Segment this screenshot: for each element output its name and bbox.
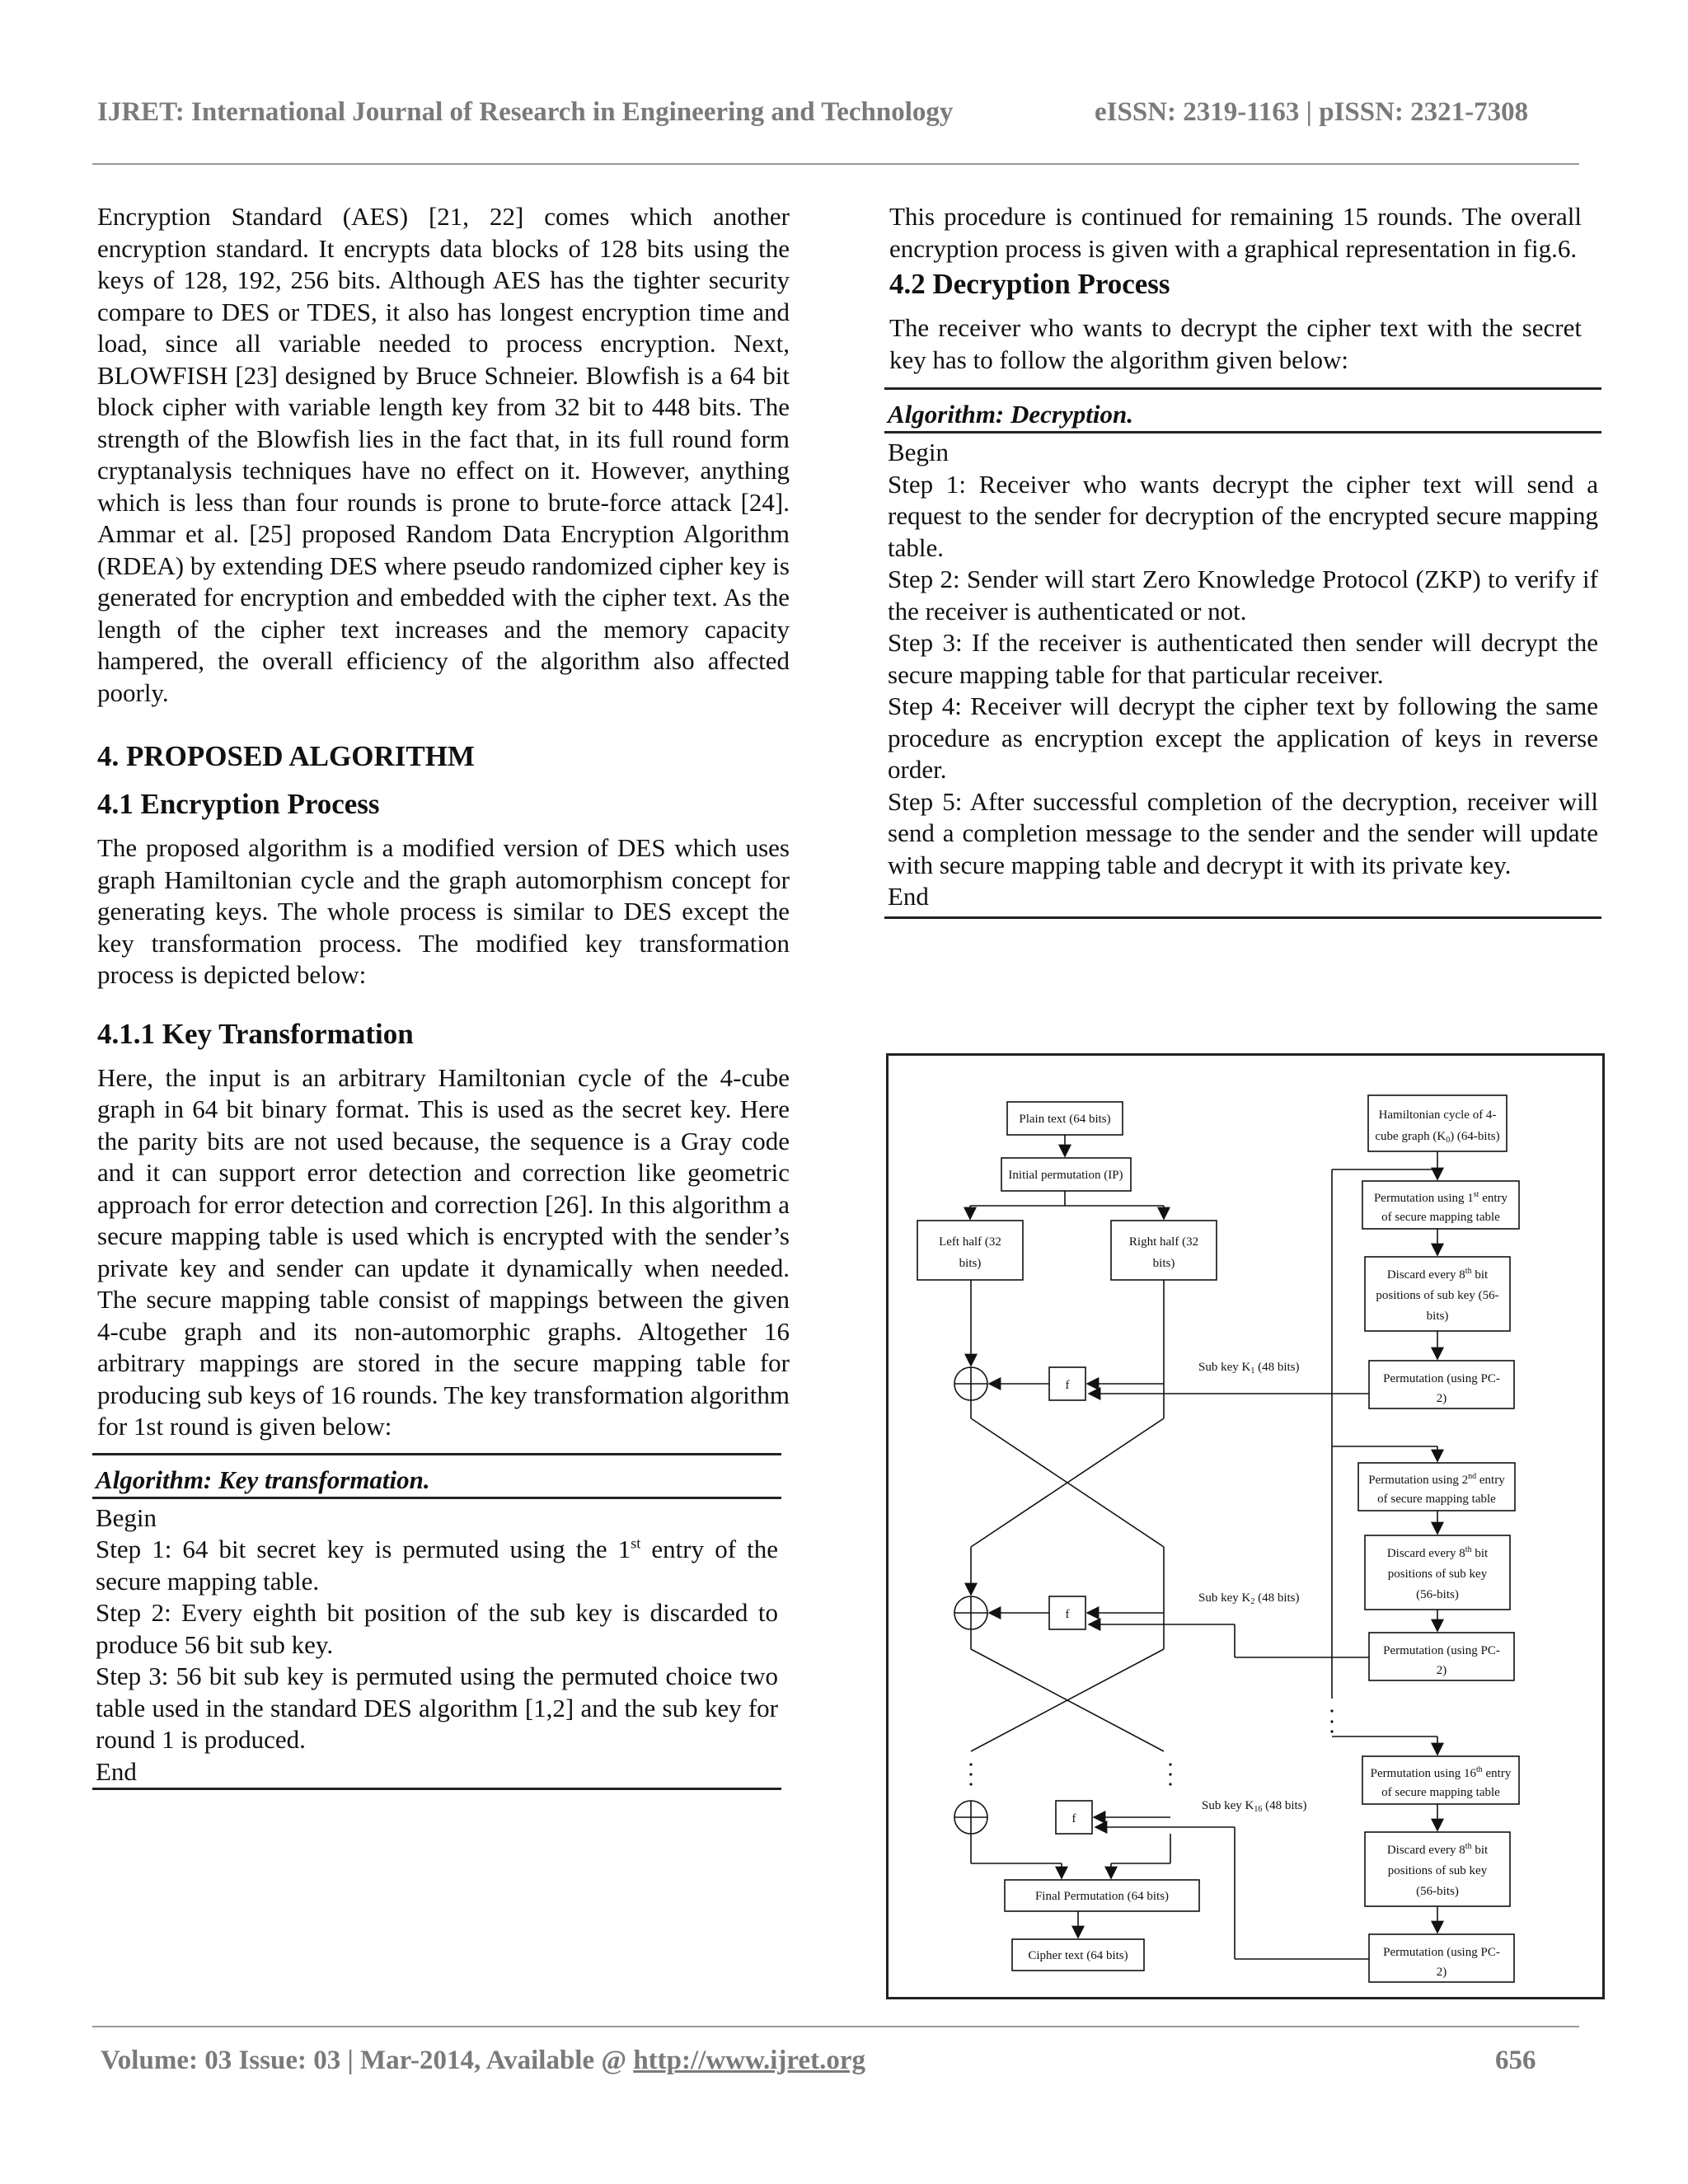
pc2-label-16b: 2) [1436, 1966, 1447, 1979]
algorithm-step-3: Step 3: If the receiver is authenticated then sender will decrypt the secure mapping table for that particular receiver. [888, 628, 1598, 689]
footer-rule [92, 2026, 1579, 2027]
section-411-heading: 4.1.1 Key Transformation [97, 1017, 414, 1050]
section-42-heading: 4.2 Decryption Process [889, 268, 1170, 300]
section-4-heading: 4. PROPOSED ALGORITHM [97, 740, 475, 772]
section-41-heading: 4.1 Encryption Process [97, 788, 380, 820]
f-label-1: f [1065, 1379, 1070, 1392]
pc2-label-2a: Permutation (using PC- [1383, 1644, 1500, 1657]
discard-label-2b: positions of sub key [1387, 1568, 1488, 1581]
section-42-paragraph: The receiver who wants to decrypt the cipher text with the secret key has to follow the algorithm given below: [889, 313, 1582, 374]
journal-title: IJRET: International Journal of Research in Engineering and Technology [97, 97, 954, 127]
hamiltonian-label-1: Hamiltonian cycle of 4- [1378, 1108, 1497, 1122]
cipher-text-label: Cipher text (64 bits) [1028, 1949, 1128, 1962]
decryption-algorithm [884, 387, 1601, 919]
algorithm-title: Algorithm: Key transformation. [92, 1464, 781, 1499]
page-number: 656 [1495, 2046, 1536, 2075]
right-half-label-1: Right half (32 [1128, 1235, 1199, 1249]
f-label-2: f [1065, 1608, 1070, 1621]
discard-label-1b: positions of sub key (56- [1376, 1289, 1499, 1302]
right-half-box [1111, 1221, 1217, 1280]
discard-label-16b: positions of sub key [1387, 1864, 1488, 1877]
plain-text-label: Plain text (64 bits) [1019, 1113, 1111, 1126]
journal-link[interactable]: http://www.ijret.org [633, 2046, 865, 2075]
algorithm-end: End [96, 1756, 137, 1786]
discard-label-16c: (56-bits) [1416, 1885, 1459, 1898]
initial-permutation-label: Initial permutation (IP) [1008, 1169, 1123, 1182]
continuation-paragraph: This procedure is continued for remaining 15 rounds. The overall encryption process is given with a graphical representation in fig.6. [889, 202, 1582, 263]
left-half-label-2: bits) [959, 1257, 982, 1270]
subkey-16-label: Sub key $K_{16}$ (48 bits) [1202, 1799, 1307, 1814]
right-column [888, 201, 1598, 919]
issn: eISSN: 2319-1163 | pISSN: 2321-7308 [1095, 97, 1529, 127]
algorithm-step-5: Step 5: After successful completion of the decryption, receiver will send a completion message to the sender and the sender will update with secure mapping table and decrypt it with its private key. [888, 786, 1598, 879]
left-half-label-1: Left half (32 [939, 1235, 1001, 1249]
section-41-paragraph: The proposed algorithm is a modified version of DES which uses graph Hamiltonian cycle and the graph automorphism concept for generating keys. The whole process is similar to DES except the key transformation process. The modified key transformation process is depicted below: [97, 833, 790, 989]
pc2-label-1b: 2) [1436, 1392, 1447, 1405]
pc2-label-1a: Permutation (using PC- [1383, 1372, 1500, 1385]
perm-2nd-table-label: of secure mapping table [1377, 1493, 1496, 1506]
section-411-paragraph: Here, the input is an arbitrary Hamiltonian cycle of the 4-cube graph in 64 bit binary format. This is used as the secret key. Here the parity bits are not used because, the sequence is a Gray code and it can support error detection and correction like geometric approach for error detection and correction [26]. In this algorithm a secure mapping table is used which is encrypted with the sender’s private key and sender can update it dynamically when needed. The secure mapping table consist of mappings between the given 4-cube graph and its non-automorphic graphs. Altogether 16 arbitrary mappings are stored in the secure mapping table for producing sub keys of 16 rounds. The key transformation algorithm for 1st round is given below: [97, 1062, 790, 1441]
pc2-label-16a: Permutation (using PC- [1383, 1946, 1500, 1959]
f-label-16: f [1071, 1812, 1076, 1825]
algorithm-step-2: Step 2: Every eighth bit position of the sub key is discarded to produce 56 bit sub key. [96, 1598, 778, 1659]
algorithm-step-1: Step 1: Receiver who wants decrypt the cipher text will send a request to the sender for decryption of the encrypted secure mapping table. [888, 469, 1598, 562]
perm-16th-table-label: of secure mapping table [1381, 1786, 1500, 1799]
perm-2nd-label: Permutation using 2nd entry [1368, 1472, 1505, 1487]
algorithm-begin: Begin [96, 1502, 157, 1532]
final-permutation-label: Final Permutation (64 bits) [1034, 1890, 1170, 1903]
subkey-2-label: Sub key $K_2$ (48 bits) [1198, 1591, 1300, 1606]
hamiltonian-label-2: cube graph $(K_0)$ (64-bits) [1375, 1130, 1500, 1145]
discard-label-1a: Discard every 8th bit [1386, 1267, 1489, 1282]
perm-1st-label: Permutation using 1st entry [1373, 1190, 1508, 1205]
algorithm-begin: Begin [888, 438, 950, 466]
algorithm-step-1: Step 1: 64 bit secret key is permuted using the 1st entry of the secure mapping table. [96, 1535, 779, 1596]
algorithm-step-2: Step 2: Sender will start Zero Knowledge Protocol (ZKP) to verify if the receiver is authenticated or not. [888, 565, 1598, 626]
discard-label-2a: Discard every 8th bit [1386, 1545, 1489, 1560]
discard-label-1c: bits) [1426, 1310, 1449, 1323]
encryption-flow-diagram [886, 1053, 1605, 1999]
perm-16th-label: Permutation using 16th entry [1370, 1765, 1512, 1780]
algorithm-title: Algorithm: Decryption. [884, 398, 1601, 434]
header-rule [92, 163, 1579, 165]
subkey-1-label: Sub key $K_1$ (48 bits) [1198, 1361, 1300, 1376]
right-half-label-2: bits) [1152, 1257, 1175, 1270]
left-half-box [917, 1221, 1023, 1280]
algorithm-step-3: Step 3: 56 bit sub key is permuted using the permuted choice two table used in the standard DES algorithm [1,2] and the sub key for round 1 is produced. [96, 1661, 778, 1754]
pc2-label-2b: 2) [1436, 1664, 1447, 1677]
key-transformation-algorithm [92, 1453, 781, 1791]
intro-paragraph: Encryption Standard (AES) [21, 22] comes which another encryption standard. It encrypts data blocks of 128 bits using the keys of 128, 192, 256 bits. Although AES has the tighter security compare to DES or TDES, it also has longest encryption time and load, since all variable needed to process encryption. Next, BLOWFISH [23] designed by Bruce Schneier. Blowfish is a 64 bit block cipher with variable length key from 32 bit to 448 bits. The strength of the Blowfish lies in the fact that, in its full round form cryptanalysis techniques have no effect on it. However, anything which is less than four rounds is prone to brute-force attack [24]. Ammar et al. [25] proposed Random Data Encryption Algorithm (RDEA) by extending DES where pseudo randomized cipher key is generated for encryption and embedded with the cipher text. As the length of the cipher text increases and the memory capacity hampered, the overall efficiency of the algorithm also affected poorly. [97, 202, 790, 707]
footer-volume: Volume: 03 Issue: 03 | Mar-2014, Available @ http://www.ijret.org [101, 2046, 865, 2075]
discard-label-2c: (56-bits) [1416, 1588, 1459, 1601]
algorithm-step-4: Step 4: Receiver will decrypt the cipher text by following the same procedure as encryption except the application of keys in reverse order. [888, 691, 1598, 784]
perm-1st-table-label: of secure mapping table [1381, 1211, 1500, 1224]
discard-label-16a: Discard every 8th bit [1386, 1842, 1489, 1857]
left-column [97, 201, 790, 1790]
algorithm-end: End [888, 882, 929, 911]
